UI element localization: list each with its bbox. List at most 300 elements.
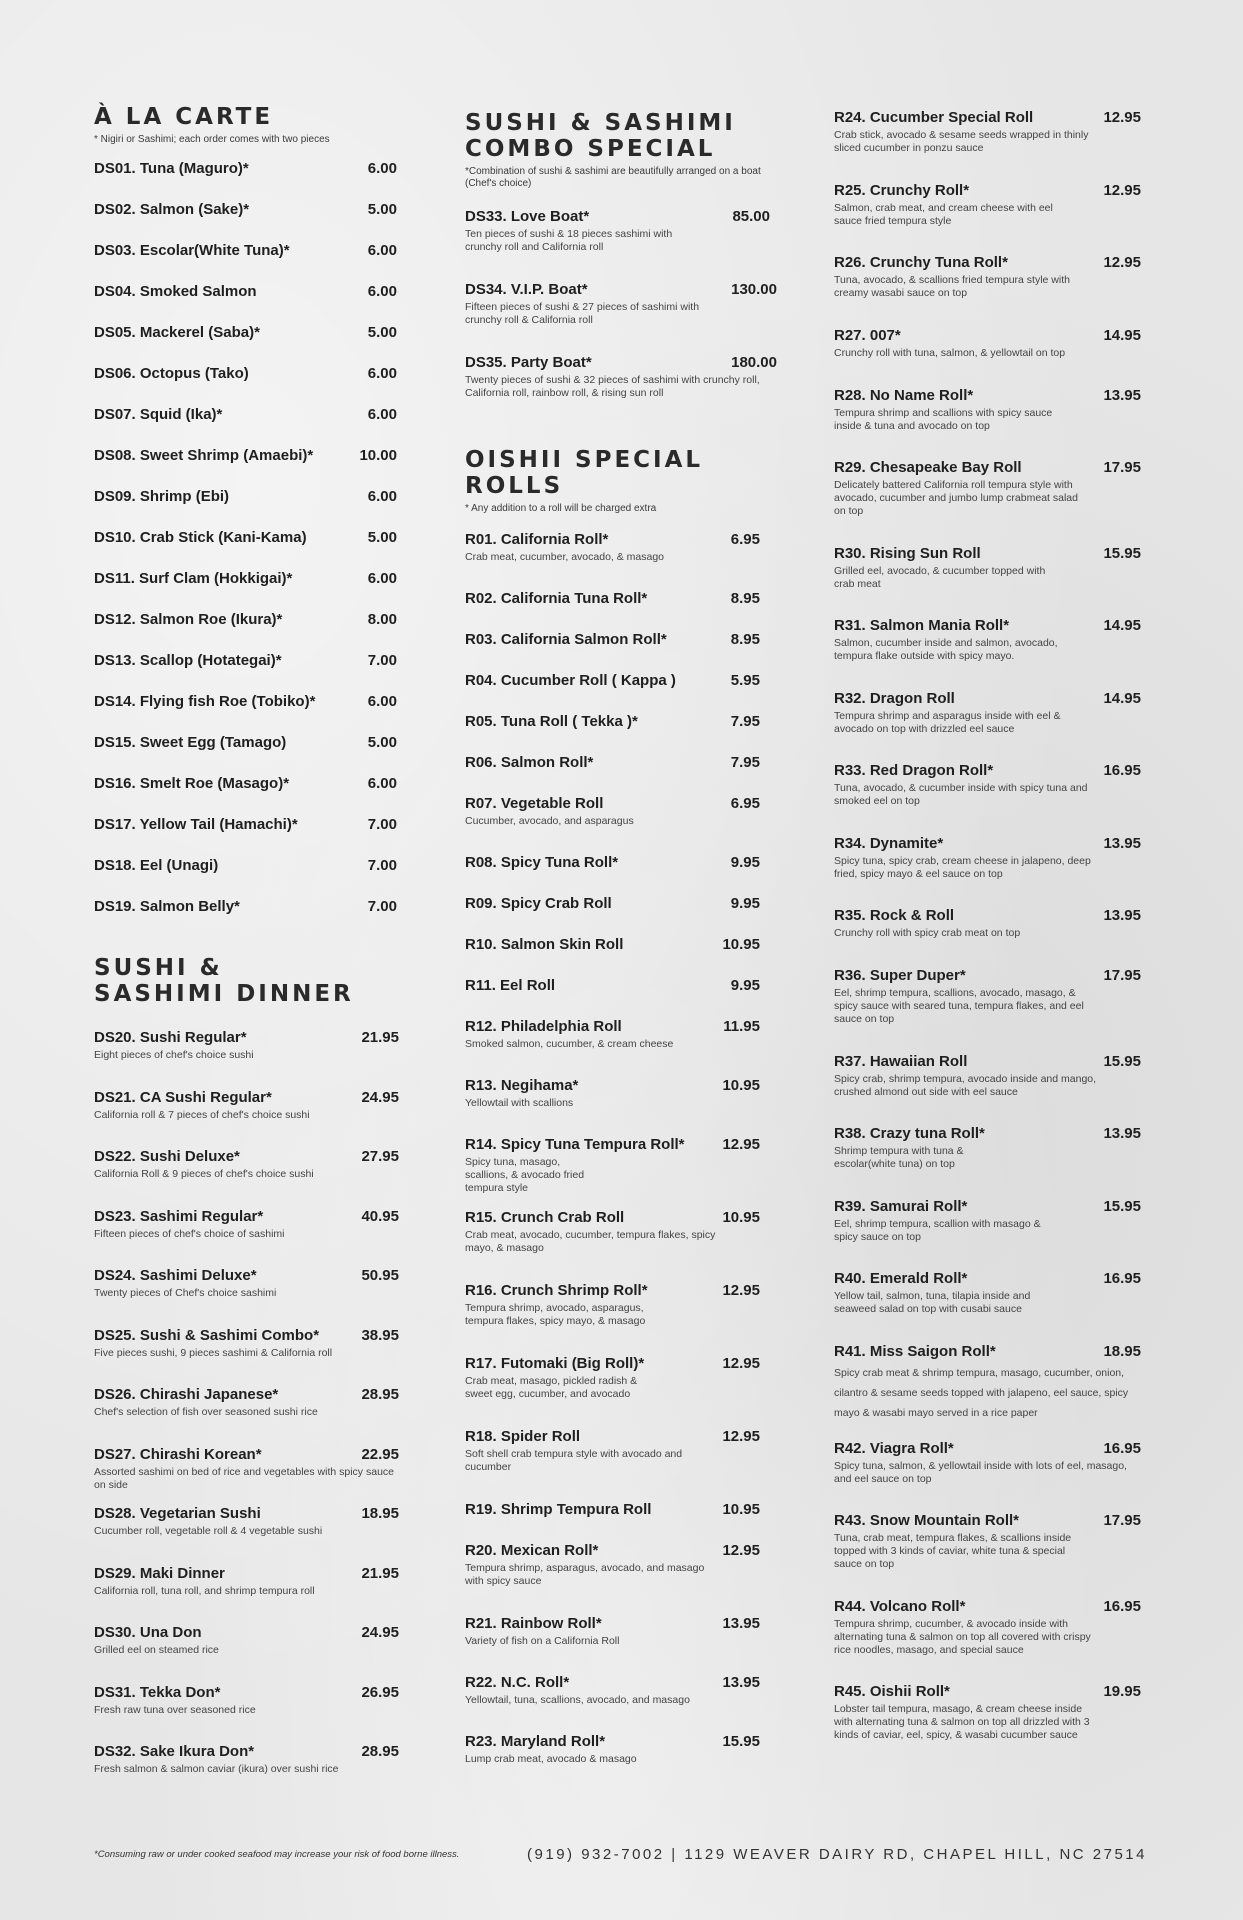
menu-item bbox=[834, 1598, 1141, 1684]
item-price: 13.95 bbox=[1103, 386, 1141, 404]
item-price: 7.00 bbox=[367, 816, 397, 833]
item-name: R35. Rock & Roll bbox=[834, 907, 955, 924]
item-description: Soft shell crab tempura style with avocado and cucumber bbox=[465, 1448, 683, 1473]
item-price: 9.95 bbox=[730, 977, 760, 994]
item-name: DS09. Shrimp (Ebi) bbox=[94, 488, 230, 505]
item-price: 6.95 bbox=[730, 795, 760, 812]
item-name: R11. Eel Roll bbox=[465, 977, 556, 994]
item-description: Eight pieces of chef's choice sushi bbox=[94, 1049, 254, 1061]
menu-item bbox=[94, 1743, 399, 1803]
menu-item bbox=[465, 531, 760, 590]
item-price: 24.95 bbox=[361, 1088, 399, 1106]
item-name: R10. Salmon Skin Roll bbox=[465, 936, 624, 953]
item-name: DS02. Salmon (Sake)* bbox=[94, 201, 250, 218]
menu-item bbox=[834, 1512, 1141, 1598]
item-price: 10.95 bbox=[722, 1501, 760, 1518]
menu-item bbox=[834, 387, 1141, 460]
item-price: 28.95 bbox=[361, 1743, 399, 1760]
item-price: 27.95 bbox=[361, 1148, 399, 1165]
item-name: R12. Philadelphia Roll bbox=[465, 1018, 622, 1035]
item-price: 7.95 bbox=[730, 754, 760, 771]
item-name: DS23. Sashimi Regular* bbox=[94, 1207, 264, 1225]
item-name: R34. Dynamite* bbox=[834, 834, 944, 852]
item-name: DS30. Una Don bbox=[94, 1624, 202, 1641]
menu-item bbox=[465, 631, 760, 672]
item-name: DS21. CA Sushi Regular* bbox=[94, 1088, 272, 1106]
raw-seafood-warning: *Consuming raw or under cooked seafood may increase your risk of food borne illness. bbox=[94, 1849, 460, 1860]
item-name: R19. Shrimp Tempura Roll bbox=[465, 1501, 652, 1518]
item-description: Yellowtail, tuna, scallions, avocado, and masago bbox=[465, 1694, 690, 1706]
item-name: R27. 007* bbox=[834, 326, 901, 344]
item-name: R20. Mexican Roll* bbox=[465, 1542, 599, 1559]
item-description: Tempura shrimp, cucumber, & avocado inside with alternating tuna & salmon on top all covered with crispy rice noodles, masago, and special sauce bbox=[834, 1617, 1091, 1656]
a-la-carte-list bbox=[94, 160, 399, 939]
item-description: Twenty pieces of Chef's choice sashimi bbox=[94, 1287, 277, 1299]
item-name: R08. Spicy Tuna Roll* bbox=[465, 854, 619, 871]
item-price: 6.00 bbox=[367, 365, 397, 382]
menu-item bbox=[834, 907, 1141, 967]
item-price: 17.95 bbox=[1103, 459, 1141, 476]
menu-item bbox=[834, 617, 1141, 690]
item-price: 12.95 bbox=[722, 1428, 760, 1445]
menu-item bbox=[94, 201, 399, 242]
item-name: R01. California Roll* bbox=[465, 531, 609, 548]
item-description: Spicy tuna, masago, scallions, & avocado fried tempura style bbox=[465, 1156, 585, 1194]
menu-item bbox=[94, 1327, 399, 1387]
item-price: 6.00 bbox=[367, 160, 397, 177]
item-description: Crunchy roll with spicy crab meat on top bbox=[834, 927, 1021, 939]
item-price: 5.00 bbox=[367, 734, 397, 751]
menu-item bbox=[834, 835, 1141, 908]
menu-item bbox=[465, 1136, 760, 1209]
menu-item bbox=[465, 1501, 760, 1542]
item-name: R44. Volcano Roll* bbox=[834, 1597, 966, 1615]
item-description: Smoked salmon, cucumber, & cream cheese bbox=[465, 1038, 674, 1050]
menu-item bbox=[465, 1542, 760, 1615]
dinner-title-line2: SASHIMI DINNER bbox=[94, 981, 354, 1007]
item-description: Crunchy roll with tuna, salmon, & yellowtail on top bbox=[834, 346, 1066, 359]
item-name: DS20. Sushi Regular* bbox=[94, 1029, 247, 1046]
item-description: Fresh salmon & salmon caviar (ikura) over sushi rice bbox=[94, 1763, 339, 1775]
item-price: 10.95 bbox=[722, 1209, 760, 1226]
menu-item bbox=[834, 1270, 1141, 1343]
item-price: 22.95 bbox=[361, 1445, 399, 1463]
menu-item bbox=[834, 1343, 1141, 1440]
item-description: Tempura shrimp and scallions with spicy sauce inside & tuna and avocado on top bbox=[834, 406, 1053, 432]
item-price: 85.00 bbox=[732, 208, 770, 225]
item-price: 6.00 bbox=[367, 242, 397, 259]
item-name: DS25. Sushi & Sashimi Combo* bbox=[94, 1326, 320, 1344]
menu-item bbox=[465, 795, 760, 854]
item-description: Tuna, avocado, & scallions fried tempura style with creamy wasabi sauce on top bbox=[834, 274, 1070, 299]
item-price: 21.95 bbox=[361, 1029, 399, 1046]
item-name: R23. Maryland Roll* bbox=[465, 1733, 606, 1750]
menu-item bbox=[465, 1615, 760, 1674]
menu-item bbox=[834, 545, 1141, 618]
menu-item bbox=[465, 754, 760, 795]
item-name: R06. Salmon Roll* bbox=[465, 754, 594, 771]
menu-item bbox=[834, 1053, 1141, 1126]
item-name: DS06. Octopus (Tako) bbox=[94, 365, 249, 382]
item-price: 26.95 bbox=[361, 1683, 399, 1701]
column-left bbox=[94, 104, 399, 1803]
item-name: DS13. Scallop (Hotategai)* bbox=[94, 652, 282, 669]
item-name: DS28. Vegetarian Sushi bbox=[94, 1505, 261, 1522]
item-price: 9.95 bbox=[730, 854, 760, 871]
item-name: R05. Tuna Roll ( Tekka )* bbox=[465, 713, 638, 730]
item-price: 50.95 bbox=[361, 1267, 399, 1284]
item-description: Salmon, crab meat, and cream cheese with eel sauce fried tempura style bbox=[834, 201, 1053, 227]
combo-note: *Combination of sushi & sashimi are beautifully arranged on a boat (Chef's choice) bbox=[465, 166, 761, 189]
item-name: R07. Vegetable Roll bbox=[465, 795, 604, 812]
item-name: DS19. Salmon Belly* bbox=[94, 898, 240, 915]
item-name: R36. Super Duper* bbox=[834, 967, 966, 984]
menu-item bbox=[94, 1505, 399, 1565]
menu-item bbox=[94, 570, 399, 611]
menu-item bbox=[94, 160, 399, 201]
item-description: California roll & 7 pieces of chef's choice sushi bbox=[94, 1108, 310, 1121]
contact-address: (919) 932-7002 | 1129 WEAVER DAIRY RD, CHAPEL HILL, NC 27514 bbox=[527, 1846, 1147, 1863]
menu-item bbox=[94, 775, 399, 816]
menu-item bbox=[834, 1440, 1141, 1513]
item-description: Crab meat, cucumber, avocado, & masago bbox=[465, 551, 665, 563]
item-price: 12.95 bbox=[1103, 254, 1141, 271]
menu-item bbox=[465, 672, 760, 713]
item-description: Yellow tail, salmon, tuna, tilapia inside and seaweed salad on top with cusabi sauce bbox=[834, 1290, 1031, 1315]
item-description: Spicy tuna, spicy crab, cream cheese in jalapeno, deep fried, spicy mayo & eel sauce on top bbox=[834, 854, 1091, 880]
item-price: 7.00 bbox=[367, 857, 397, 874]
item-price: 12.95 bbox=[722, 1282, 760, 1299]
item-name: R33. Red Dragon Roll* bbox=[834, 762, 994, 779]
item-description: Fifteen pieces of sushi & 27 pieces of sashimi with crunchy roll & California roll bbox=[465, 301, 700, 326]
item-description: California roll, tuna roll, and shrimp tempura roll bbox=[94, 1584, 315, 1597]
item-name: R30. Rising Sun Roll bbox=[834, 544, 981, 562]
item-price: 5.00 bbox=[367, 324, 397, 341]
item-name: R02. California Tuna Roll* bbox=[465, 590, 648, 607]
item-name: DS33. Love Boat* bbox=[465, 208, 590, 225]
item-name: DS15. Sweet Egg (Tamago) bbox=[94, 734, 287, 751]
menu-item bbox=[94, 1684, 399, 1744]
item-description: Twenty pieces of sushi & 32 pieces of sashimi with crunchy roll, California roll, rainbow roll, & rising sun roll bbox=[465, 374, 760, 399]
menu-item bbox=[465, 854, 760, 895]
menu-item bbox=[94, 1565, 399, 1625]
rolls-section bbox=[465, 447, 777, 1792]
item-name: R37. Hawaiian Roll bbox=[834, 1052, 968, 1070]
item-description: Shrimp tempura with tuna & escolar(white tuna) on top bbox=[834, 1145, 964, 1170]
combo-title-line1: SUSHI & SASHIMI bbox=[465, 110, 736, 136]
dinner-list bbox=[94, 1029, 399, 1803]
item-name: DS07. Squid (Ika)* bbox=[94, 406, 223, 423]
item-name: DS11. Surf Clam (Hokkigai)* bbox=[94, 570, 293, 587]
item-name: R43. Snow Mountain Roll* bbox=[834, 1512, 1020, 1529]
item-price: 17.95 bbox=[1103, 967, 1141, 984]
menu-item bbox=[465, 1428, 760, 1501]
item-name: DS16. Smelt Roe (Masago)* bbox=[94, 775, 290, 792]
item-description: Eel, shrimp tempura, scallions, avocado, masago, & spicy sauce with seared tuna, tempura flakes, and eel sauce on top bbox=[834, 987, 1084, 1025]
item-price: 10.95 bbox=[722, 936, 760, 953]
menu-item bbox=[834, 109, 1141, 182]
menu-item bbox=[465, 1282, 760, 1355]
item-name: DS14. Flying fish Roe (Tobiko)* bbox=[94, 693, 316, 710]
item-name: R45. Oishii Roll* bbox=[834, 1683, 950, 1700]
menu-item bbox=[465, 208, 770, 281]
item-price: 13.95 bbox=[722, 1615, 760, 1632]
item-description: Variety of fish on a California Roll bbox=[465, 1635, 620, 1647]
rolls-title: OISHII SPECIAL ROLLS bbox=[465, 447, 704, 499]
menu-item bbox=[94, 529, 399, 570]
item-price: 12.95 bbox=[1103, 181, 1141, 199]
item-price: 9.95 bbox=[730, 895, 760, 912]
item-name: R03. California Salmon Roll* bbox=[465, 631, 667, 648]
item-name: DS08. Sweet Shrimp (Amaebi)* bbox=[94, 447, 314, 464]
item-price: 14.95 bbox=[1103, 617, 1141, 634]
dinner-title-line1: SUSHI & bbox=[94, 955, 223, 981]
combo-title-line2: COMBO SPECIAL bbox=[465, 136, 716, 162]
item-name: R29. Chesapeake Bay Roll bbox=[834, 459, 1022, 476]
item-price: 13.95 bbox=[1103, 834, 1141, 852]
item-price: 14.95 bbox=[1103, 689, 1141, 707]
column-middle bbox=[465, 110, 777, 1792]
a-la-carte-title: À LA CARTE bbox=[94, 104, 274, 130]
menu-item bbox=[94, 1624, 399, 1684]
item-name: R16. Crunch Shrimp Roll* bbox=[465, 1282, 648, 1299]
menu-item bbox=[834, 1198, 1141, 1271]
item-description: Assorted sashimi on bed of rice and vegetables with spicy sauce on side bbox=[94, 1465, 394, 1491]
menu-item bbox=[465, 1018, 760, 1077]
menu-item bbox=[465, 590, 760, 631]
menu-item bbox=[94, 365, 399, 406]
item-name: DS05. Mackerel (Saba)* bbox=[94, 324, 260, 341]
item-price: 8.95 bbox=[730, 631, 760, 648]
item-description: Eel, shrimp tempura, scallion with masago & spicy sauce on top bbox=[834, 1217, 1041, 1243]
menu-item bbox=[834, 690, 1141, 763]
item-name: DS22. Sushi Deluxe* bbox=[94, 1148, 240, 1165]
menu-item bbox=[465, 936, 760, 977]
item-name: R15. Crunch Crab Roll bbox=[465, 1209, 625, 1226]
menu-item bbox=[465, 1355, 760, 1428]
item-price: 18.95 bbox=[1103, 1342, 1141, 1360]
item-price: 15.95 bbox=[1103, 1052, 1141, 1070]
item-name: DS01. Tuna (Maguro)* bbox=[94, 160, 249, 177]
item-name: DS03. Escolar(White Tuna)* bbox=[94, 242, 290, 259]
menu-item bbox=[94, 324, 399, 365]
item-price: 6.00 bbox=[367, 693, 397, 710]
menu-item bbox=[834, 459, 1141, 545]
menu-item bbox=[465, 895, 760, 936]
item-name: DS31. Tekka Don* bbox=[94, 1683, 221, 1701]
item-description: Ten pieces of sushi & 18 pieces sashimi with crunchy roll and California roll bbox=[465, 228, 673, 253]
menu-item bbox=[94, 857, 399, 898]
item-description: Crab meat, masago, pickled radish & sweet egg, cucumber, and avocado bbox=[465, 1375, 638, 1400]
item-description: Tuna, avocado, & cucumber inside with spicy tuna and smoked eel on top bbox=[834, 782, 1088, 807]
item-name: DS24. Sashimi Deluxe* bbox=[94, 1267, 257, 1284]
dinner-section bbox=[94, 955, 399, 1803]
menu-item bbox=[94, 652, 399, 693]
item-price: 5.00 bbox=[367, 201, 397, 218]
item-name: R13. Negihama* bbox=[465, 1077, 579, 1094]
item-name: R17. Futomaki (Big Roll)* bbox=[465, 1355, 645, 1372]
menu-item bbox=[834, 1683, 1141, 1769]
item-name: DS32. Sake Ikura Don* bbox=[94, 1743, 255, 1760]
item-name: DS26. Chirashi Japanese* bbox=[94, 1386, 279, 1403]
item-price: 6.00 bbox=[367, 570, 397, 587]
item-description: Spicy crab meat & shrimp tempura, masago, cucumber, onion, cilantro & sesame seeds topped with jalapeno, eel sauce, spicy mayo & wasabi mayo served in a rice paper bbox=[834, 1366, 1129, 1419]
item-description: Cucumber roll, vegetable roll & 4 vegetable sushi bbox=[94, 1525, 323, 1537]
item-price: 12.95 bbox=[722, 1355, 760, 1372]
item-name: DS18. Eel (Unagi) bbox=[94, 857, 219, 874]
item-description: Tempura shrimp, avocado, asparagus, tempura flakes, spicy mayo, & masago bbox=[465, 1302, 646, 1327]
menu-item bbox=[834, 327, 1141, 387]
menu-item bbox=[834, 254, 1141, 327]
item-price: 17.95 bbox=[1103, 1512, 1141, 1529]
item-description: Cucumber, avocado, and asparagus bbox=[465, 815, 634, 827]
item-description: Fifteen pieces of chef's choice of sashimi bbox=[94, 1227, 285, 1240]
item-price: 7.00 bbox=[367, 898, 397, 915]
item-description: Lump crab meat, avocado & masago bbox=[465, 1753, 637, 1765]
menu-item bbox=[94, 898, 399, 939]
menu-item bbox=[465, 354, 777, 427]
menu-item bbox=[94, 1386, 399, 1446]
menu-item bbox=[834, 967, 1141, 1053]
menu-item bbox=[834, 182, 1141, 255]
item-description: Spicy tuna, salmon, & yellowtail inside with lots of eel, masago, and eel sauce on top bbox=[834, 1459, 1127, 1485]
item-description: Five pieces sushi, 9 pieces sashimi & California roll bbox=[94, 1346, 333, 1359]
item-price: 16.95 bbox=[1103, 1597, 1141, 1615]
rolls-note: * Any addition to a roll will be charged extra bbox=[465, 503, 657, 514]
item-name: DS12. Salmon Roe (Ikura)* bbox=[94, 611, 283, 628]
item-price: 6.00 bbox=[367, 775, 397, 792]
item-description: Tempura shrimp, asparagus, avocado, and masago with spicy sauce bbox=[465, 1562, 705, 1587]
item-price: 28.95 bbox=[361, 1386, 399, 1403]
item-name: DS35. Party Boat* bbox=[465, 354, 592, 371]
column-right bbox=[834, 109, 1141, 1769]
item-name: R31. Salmon Mania Roll* bbox=[834, 617, 1010, 634]
item-description: Salmon, cucumber inside and salmon, avocado, tempura flake outside with spicy mayo. bbox=[834, 637, 1058, 662]
item-name: R09. Spicy Crab Roll bbox=[465, 895, 612, 912]
item-price: 130.00 bbox=[731, 281, 777, 298]
combo-list bbox=[465, 208, 777, 427]
menu-item bbox=[465, 1077, 760, 1136]
item-price: 5.00 bbox=[367, 529, 397, 546]
item-price: 8.95 bbox=[730, 590, 760, 607]
item-price: 6.00 bbox=[367, 406, 397, 423]
item-description: Tempura shrimp and asparagus inside with eel & avocado on top with drizzled eel sauce bbox=[834, 709, 1061, 735]
menu-item bbox=[94, 283, 399, 324]
item-price: 12.95 bbox=[722, 1542, 760, 1559]
menu-item bbox=[94, 1446, 399, 1506]
item-price: 40.95 bbox=[361, 1207, 399, 1225]
menu-item bbox=[94, 816, 399, 857]
item-name: DS17. Yellow Tail (Hamachi)* bbox=[94, 816, 298, 833]
item-name: R04. Cucumber Roll ( Kappa ) bbox=[465, 672, 676, 689]
item-price: 16.95 bbox=[1103, 1270, 1141, 1287]
item-description: Yellowtail with scallions bbox=[465, 1097, 574, 1109]
item-name: R25. Crunchy Roll* bbox=[834, 181, 970, 199]
menu-item bbox=[94, 1267, 399, 1327]
item-price: 19.95 bbox=[1103, 1683, 1141, 1700]
item-description: California Roll & 9 pieces of chef's choice sushi bbox=[94, 1168, 314, 1180]
menu-item bbox=[94, 693, 399, 734]
item-price: 14.95 bbox=[1103, 326, 1141, 344]
item-name: R41. Miss Saigon Roll* bbox=[834, 1342, 996, 1360]
menu-item bbox=[94, 242, 399, 283]
menu-item bbox=[465, 1733, 760, 1792]
menu-item bbox=[465, 1674, 760, 1733]
menu-item bbox=[94, 611, 399, 652]
menu-item bbox=[465, 281, 777, 354]
item-name: R26. Crunchy Tuna Roll* bbox=[834, 254, 1008, 271]
item-name: R24. Cucumber Special Roll bbox=[834, 109, 1034, 126]
item-description: Fresh raw tuna over seasoned rice bbox=[94, 1703, 256, 1716]
item-price: 16.95 bbox=[1103, 762, 1141, 779]
footer bbox=[94, 1846, 1147, 1863]
menu-item bbox=[94, 1089, 399, 1149]
item-name: R28. No Name Roll* bbox=[834, 386, 974, 404]
item-price: 8.00 bbox=[367, 611, 397, 628]
item-description: Crab meat, avocado, cucumber, tempura flakes, spicy mayo, & masago bbox=[465, 1229, 716, 1254]
item-price: 16.95 bbox=[1103, 1439, 1141, 1457]
item-name: R32. Dragon Roll bbox=[834, 689, 955, 707]
menu-item bbox=[94, 447, 399, 488]
item-name: R18. Spider Roll bbox=[465, 1428, 581, 1445]
item-description: Grilled eel, avocado, & cucumber topped with crab meat bbox=[834, 564, 1046, 590]
item-price: 24.95 bbox=[361, 1624, 399, 1641]
item-description: Chef's selection of fish over seasoned sushi rice bbox=[94, 1406, 318, 1418]
item-price: 6.00 bbox=[367, 283, 397, 300]
menu-item bbox=[94, 488, 399, 529]
menu-item bbox=[94, 1148, 399, 1208]
item-description: Crab stick, avocado & sesame seeds wrapped in thinly sliced cucumber in ponzu sauce bbox=[834, 129, 1089, 154]
item-description: Delicately battered California roll tempura style with avocado, cucumber and jumbo lump crabmeat salad on top bbox=[834, 479, 1078, 517]
item-price: 10.95 bbox=[722, 1077, 760, 1094]
item-name: R42. Viagra Roll* bbox=[834, 1439, 954, 1457]
item-price: 38.95 bbox=[361, 1326, 399, 1344]
menu-item bbox=[465, 713, 760, 754]
item-name: DS27. Chirashi Korean* bbox=[94, 1445, 262, 1463]
item-price: 10.00 bbox=[359, 447, 397, 464]
item-price: 15.95 bbox=[722, 1733, 760, 1750]
item-name: R14. Spicy Tuna Tempura Roll* bbox=[465, 1136, 685, 1153]
menu-item bbox=[834, 762, 1141, 835]
item-name: DS04. Smoked Salmon bbox=[94, 283, 257, 300]
item-name: R21. Rainbow Roll* bbox=[465, 1615, 602, 1632]
item-description: Grilled eel on steamed rice bbox=[94, 1644, 219, 1656]
item-price: 7.95 bbox=[730, 713, 760, 730]
item-price: 15.95 bbox=[1103, 1197, 1141, 1215]
menu-item bbox=[465, 1209, 760, 1282]
item-name: R39. Samurai Roll* bbox=[834, 1197, 968, 1215]
item-price: 13.95 bbox=[722, 1674, 760, 1691]
item-price: 12.95 bbox=[1103, 109, 1141, 126]
item-price: 21.95 bbox=[361, 1564, 399, 1582]
item-price: 13.95 bbox=[1103, 907, 1141, 924]
item-name: DS10. Crab Stick (Kani-Kama) bbox=[94, 529, 307, 546]
menu-item bbox=[465, 977, 760, 1018]
a-la-carte-note: * Nigiri or Sashimi; each order comes with two pieces bbox=[94, 134, 330, 145]
item-price: 6.00 bbox=[367, 488, 397, 505]
rolls-list-middle bbox=[465, 531, 760, 1792]
item-name: R22. N.C. Roll* bbox=[465, 1674, 570, 1691]
item-price: 11.95 bbox=[723, 1018, 760, 1035]
menu-item bbox=[94, 1029, 399, 1089]
item-description: Spicy crab, shrimp tempura, avocado inside and mango, crushed almond out side with eel sauce bbox=[834, 1072, 1097, 1098]
item-name: DS29. Maki Dinner bbox=[94, 1564, 225, 1582]
item-price: 13.95 bbox=[1103, 1125, 1141, 1142]
menu-item bbox=[94, 734, 399, 775]
item-name: R40. Emerald Roll* bbox=[834, 1270, 968, 1287]
item-name: DS34. V.I.P. Boat* bbox=[465, 281, 588, 298]
item-price: 180.00 bbox=[731, 354, 777, 371]
